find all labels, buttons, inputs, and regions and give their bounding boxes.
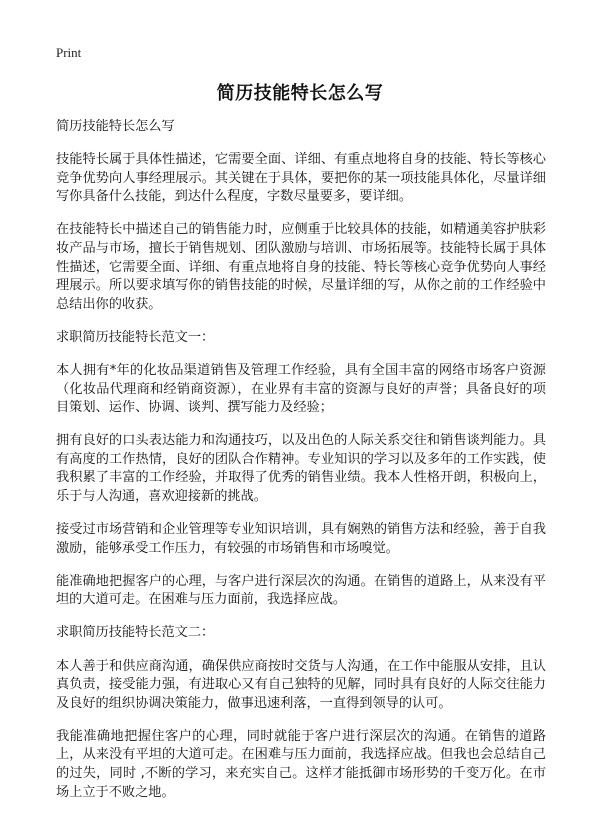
print-link[interactable]: Print — [56, 45, 82, 60]
paragraph-sample-one-customer: 能准确地把握客户的心理，与客户进行深层次的沟通。在销售的道路上，从来没有平坦的大道可走。在困难与压力面前，我选择应战。 — [56, 573, 546, 608]
paragraph-sample-one-heading: 求职简历技能特长范文一： — [56, 329, 215, 345]
document-title: 简历技能特长怎么写 — [216, 83, 384, 104]
paragraph-sample-one-communication: 拥有良好的口头表达能力和沟通技巧，以及出色的人际关系交往和销售谈判能力。具有高度的工作热情，良好的团队合作精神。专业知识的学习以及多年的工作实践，使我积累了丰富的工作经验，并取得了优秀的销售业绩。我本人性格开朗，积极向上，乐于与人沟通，喜欢迎接新的挑战。 — [56, 433, 546, 504]
paragraph-sample-two-supplier: 本人善于和供应商沟通，确保供应商按时交货与人沟通，在工作中能服从安排，且认真负责，接受能力强，有进取心又有自己独特的见解，同时具有良好的人际交往能力及良好的组织协调决策能力，做事迅速利落，一直得到领导的认可。 — [56, 658, 546, 711]
paragraph-subtitle: 简历技能特长怎么写 — [56, 119, 175, 134]
paragraph-sample-one-training: 接受过市场营销和企业管理等专业知识培训，具有娴熟的销售方法和经验，善于自我激励，能够承受工作压力，有较强的市场销售和市场嗅觉。 — [56, 522, 546, 556]
document-body — [56, 118, 546, 817]
paragraph-sales-skills: 在技能特长中描述自己的销售能力时，应侧重于比较具体的技能，如精通美容护肤彩妆产品与市场，擅长于销售规划、团队激励与培训、市场拓展等。技能特长属于具体性描述，它需要全面、详细、有重点地将自身的技能、特长等核心竞争优势向人事经理展示。所以要求填写你的销售技能的时候，尽量详细的写，从你之前的工作经验中总结出你的收获。 — [56, 222, 546, 312]
paragraph-sample-one-experience: 本人拥有*年的化妆品渠道销售及管理工作经验，具有全国丰富的网络市场客户资源（化妆品代理商和经销商资源），在业界有丰富的资源与良好的声誉；具备良好的项目策划、运作、协调、谈判、撰写能力及经验； — [56, 362, 546, 416]
paragraph-sample-two-customer: 我能准确地把握住客户的心理，同时就能于客户进行深层次的沟通。在销售的道路上，从来没有平坦的大道可走。在困难与压力面前，我选择应战。但我也会总结自己的过失，同时 ,不断的学习，来充实自己。这样才能抵御市场形势的千变万化。在市场上立于不败之地。 — [56, 728, 546, 800]
paragraph-sample-two-heading: 求职简历技能特长范文二： — [56, 625, 215, 641]
paragraph-skills-description: 技能特长属于具体性描述，它需要全面、详细、有重点地将自身的技能、特长等核心竞争优势向人事经理展示。其关键在于具体，要把你的某一项技能具体化，尽量详细写你具备什么技能，到达什么程度，字数尽量要多，要详细。 — [56, 152, 546, 205]
